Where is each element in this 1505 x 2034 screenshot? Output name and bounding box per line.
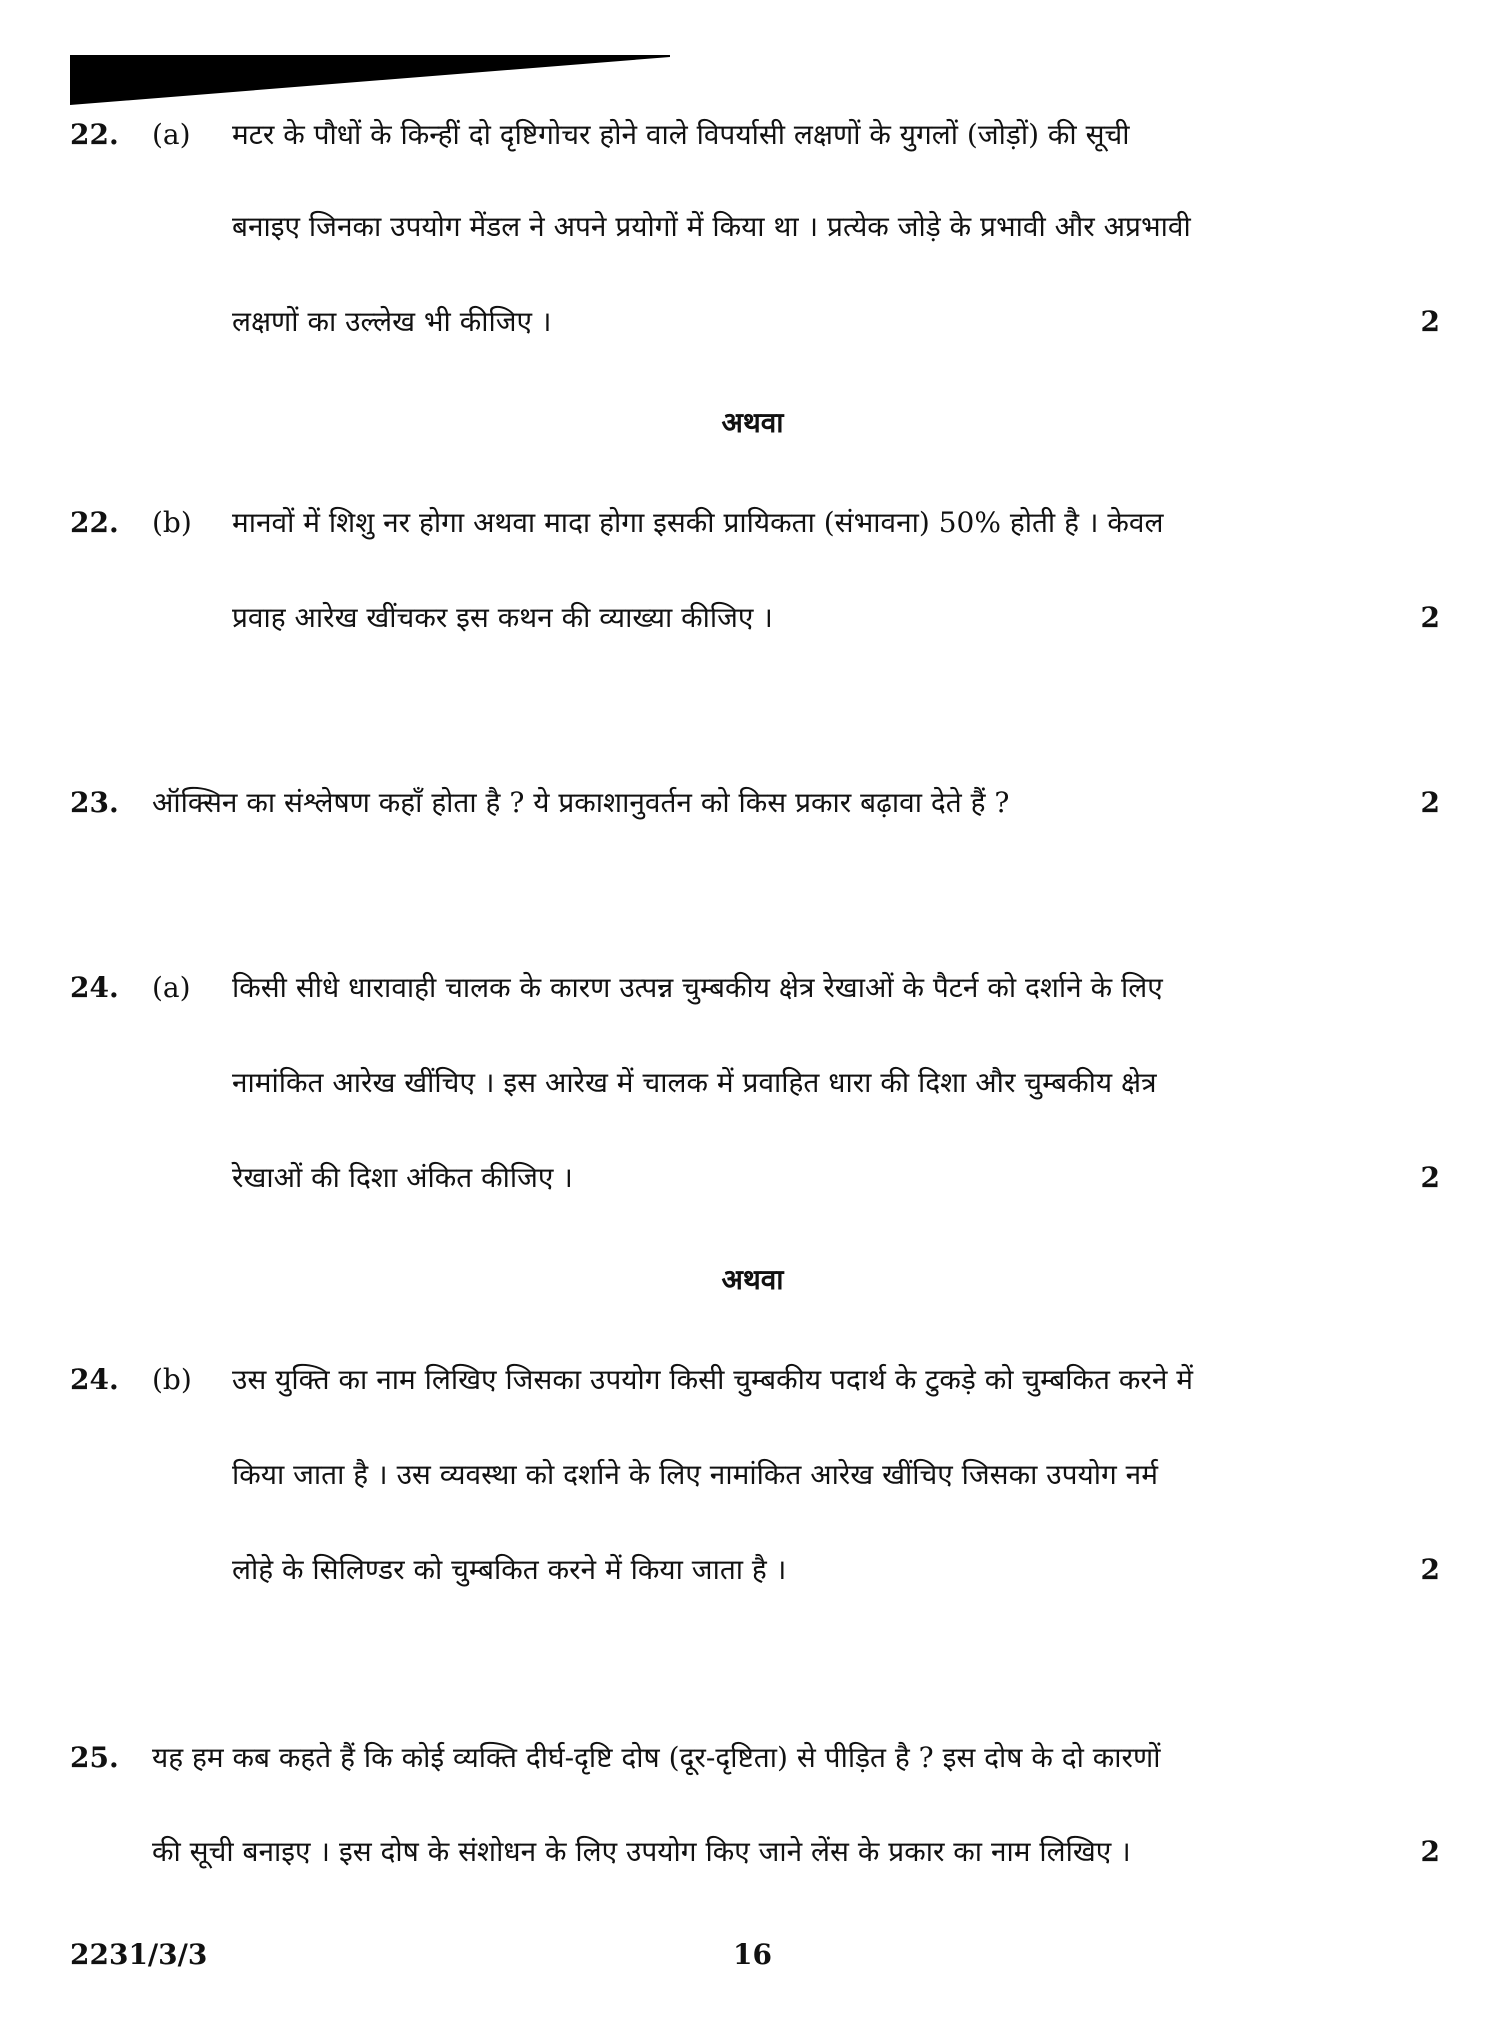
question-text-line: रेखाओं की दिशा अंकित कीजिए ।	[232, 1161, 573, 1194]
marks-label: 2	[1420, 601, 1440, 634]
question-text-line: प्रवाह आरेख खींचकर इस कथन की व्याख्या कीजिए ।	[232, 601, 773, 634]
question-number: 25.	[70, 1741, 119, 1774]
marks-label: 2	[1420, 305, 1440, 338]
question-text-line: बनाइए जिनका उपयोग मेंडल ने अपने प्रयोगों में किया था । प्रत्येक जोड़े के प्रभावी और अप्रभावी	[232, 210, 1191, 243]
marks-label: 2	[1420, 1553, 1440, 1586]
question-part: (a)	[152, 118, 191, 151]
question-number: 24.	[70, 971, 119, 1004]
paper-code: 2231/3/3	[70, 1938, 208, 1971]
question-text-line: की सूची बनाइए । इस दोष के संशोधन के लिए उपयोग किए जाने लेंस के प्रकार का नाम लिखिए ।	[152, 1835, 1131, 1868]
question-text-line: किया जाता है । उस व्यवस्था को दर्शाने के लिए नामांकित आरेख खींचिए जिसका उपयोग नर्म	[232, 1458, 1158, 1491]
question-text-line: किसी सीधे धारावाही चालक के कारण उत्पन्न चुम्बकीय क्षेत्र रेखाओं के पैटर्न को दर्शाने के लिए	[232, 971, 1163, 1004]
question-text-line: उस युक्ति का नाम लिखिए जिसका उपयोग किसी चुम्बकीय पदार्थ के टुकड़े को चुम्बकित करने में	[232, 1363, 1194, 1396]
or-heading: अथवा	[721, 1263, 784, 1296]
question-number: 22.	[70, 506, 119, 539]
header-black-bar	[70, 55, 670, 105]
marks-label: 2	[1420, 1161, 1440, 1194]
question-number: 22.	[70, 118, 119, 151]
question-text-line: मटर के पौधों के किन्हीं दो दृष्टिगोचर होने वाले विपर्यासी लक्षणों के युगलों (जोड़ों) की सूची	[232, 118, 1130, 151]
question-number: 23.	[70, 786, 119, 819]
question-number: 24.	[70, 1363, 119, 1396]
question-text-line: मानवों में शिशु नर होगा अथवा मादा होगा इसकी प्रायिकता (संभावना) 50% होती है । केवल	[232, 506, 1164, 539]
question-text-line: नामांकित आरेख खींचिए । इस आरेख में चालक में प्रवाहित धारा की दिशा और चुम्बकीय क्षेत्र	[232, 1066, 1157, 1099]
page-number: 16	[733, 1938, 772, 1971]
question-text-line: यह हम कब कहते हैं कि कोई व्यक्ति दीर्घ-दृष्टि दोष (दूर-दृष्टिता) से पीड़ित है ? इस दोष के दो कारणों	[152, 1741, 1161, 1774]
question-part: (b)	[152, 1363, 192, 1396]
question-text-line: लक्षणों का उल्लेख भी कीजिए ।	[232, 305, 552, 338]
or-heading: अथवा	[721, 406, 784, 439]
question-text-line: ऑक्सिन का संश्लेषण कहाँ होता है ? ये प्रकाशानुवर्तन को किस प्रकार बढ़ावा देते हैं ?	[152, 786, 1010, 819]
question-text-line: लोहे के सिलिण्डर को चुम्बकित करने में किया जाता है ।	[232, 1553, 787, 1586]
marks-label: 2	[1420, 786, 1440, 819]
question-part: (a)	[152, 971, 191, 1004]
marks-label: 2	[1420, 1835, 1440, 1868]
question-part: (b)	[152, 506, 192, 539]
